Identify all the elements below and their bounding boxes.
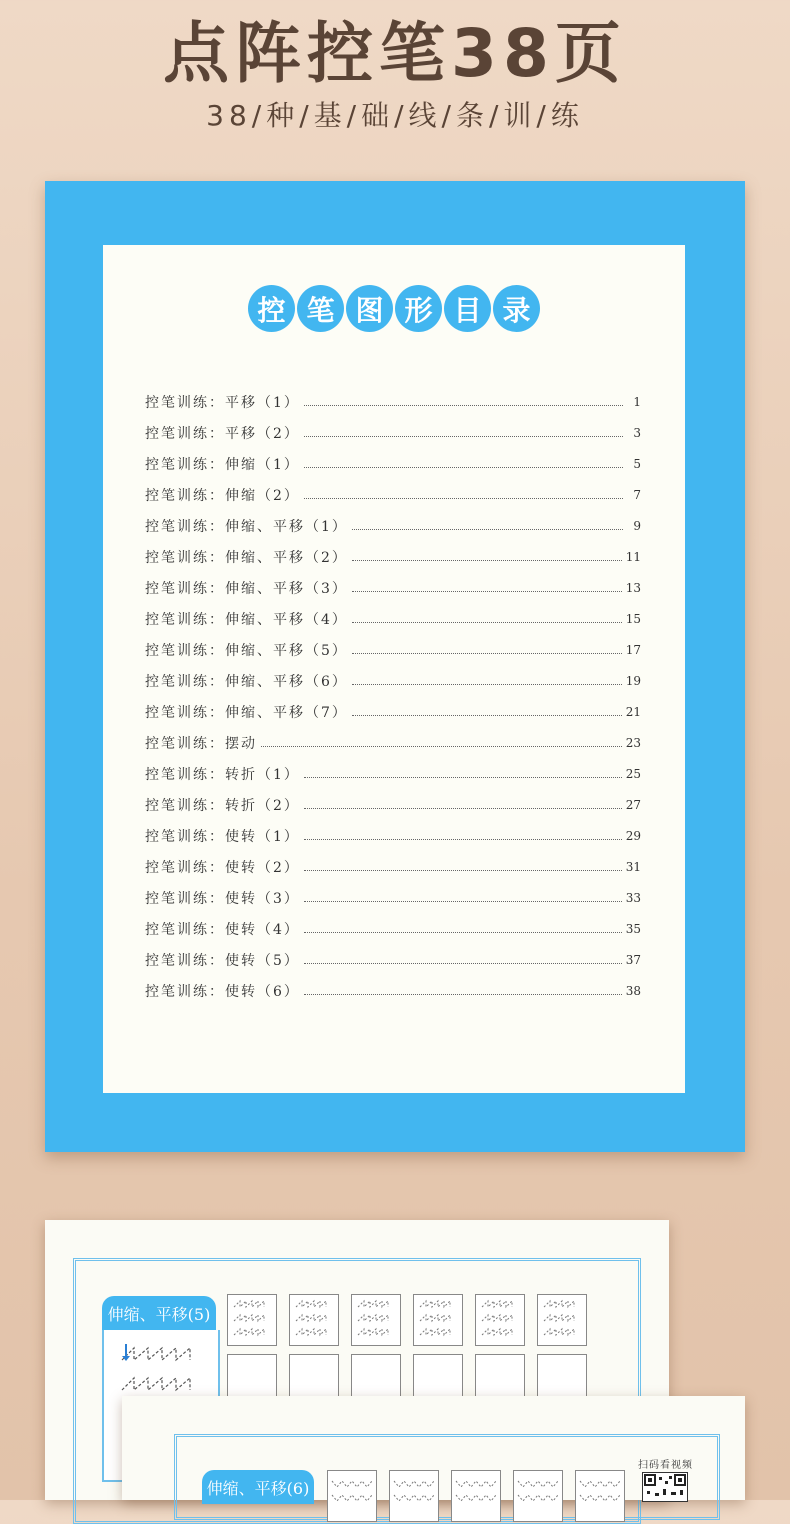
toc-leader <box>304 931 622 933</box>
toc-row <box>145 696 641 727</box>
toc-page-number: 35 <box>625 921 641 936</box>
toc-label: 控笔训练：使转（5） <box>145 952 300 969</box>
toc-leader <box>304 497 623 499</box>
toc-page-number: 23 <box>625 735 641 750</box>
toc-page-number: 3 <box>633 425 641 440</box>
toc-page-number: 21 <box>625 704 641 719</box>
toc-page-number: 25 <box>625 766 641 781</box>
toc-page-number: 29 <box>625 828 641 843</box>
catalog-book <box>45 181 745 1152</box>
toc-page-number: 17 <box>625 642 641 657</box>
practice-box <box>451 1470 501 1522</box>
toc-row <box>145 510 641 541</box>
toc-page-number: 15 <box>625 611 641 626</box>
toc-label: 控笔训练：使转（6） <box>145 983 300 1000</box>
toc-label: 控笔训练：伸缩、平移（7） <box>145 704 348 721</box>
toc-leader <box>304 900 622 902</box>
toc-row <box>145 572 641 603</box>
toc-label: 控笔训练：伸缩（2） <box>145 487 300 504</box>
toc-row <box>145 727 641 758</box>
qr-caption: 扫码看视频 <box>638 1460 693 1471</box>
toc-label: 控笔训练：使转（3） <box>145 890 300 907</box>
toc-page-number: 9 <box>633 518 641 533</box>
toc-page-number: 31 <box>625 859 641 874</box>
toc-leader <box>352 559 622 561</box>
toc-row <box>145 541 641 572</box>
title-char: 控 <box>248 285 295 332</box>
toc-row <box>145 789 641 820</box>
practice-box <box>537 1294 587 1346</box>
toc-page-number: 38 <box>625 983 641 998</box>
toc-leader <box>352 652 622 654</box>
toc-label: 控笔训练：使转（2） <box>145 859 300 876</box>
toc-row <box>145 665 641 696</box>
toc-leader <box>352 528 623 530</box>
practice-box <box>227 1294 277 1346</box>
practice-box <box>575 1470 625 1522</box>
toc-row <box>145 448 641 479</box>
title-char: 图 <box>346 285 393 332</box>
toc-label: 控笔训练：平移（1） <box>145 394 300 411</box>
title-char: 录 <box>493 285 540 332</box>
toc-row <box>145 603 641 634</box>
toc-row <box>145 386 641 417</box>
toc-row <box>145 851 641 882</box>
catalog-title <box>103 285 685 332</box>
toc-label: 控笔训练：伸缩、平移（4） <box>145 611 348 628</box>
toc-leader <box>304 993 622 995</box>
toc-leader <box>352 714 622 716</box>
toc-label: 控笔训练：转折（2） <box>145 797 300 814</box>
toc-leader <box>304 807 622 809</box>
toc-page-number: 1 <box>633 394 641 409</box>
toc-label: 控笔训练：转折（1） <box>145 766 300 783</box>
catalog-page <box>103 245 685 1093</box>
toc-row <box>145 417 641 448</box>
toc-leader <box>304 435 623 437</box>
toc-label: 控笔训练：摆动 <box>145 735 257 752</box>
toc-leader <box>304 466 623 468</box>
toc-row <box>145 975 641 1006</box>
toc-leader <box>352 621 622 623</box>
toc-row <box>145 882 641 913</box>
toc-leader <box>304 776 622 778</box>
toc-row <box>145 758 641 789</box>
toc-leader <box>352 590 622 592</box>
toc-page-number: 27 <box>625 797 641 812</box>
toc-page-number: 7 <box>633 487 641 502</box>
practice-box <box>513 1470 563 1522</box>
title-char: 目 <box>444 285 491 332</box>
toc-row <box>145 820 641 851</box>
toc-row <box>145 634 641 665</box>
toc-page-number: 19 <box>625 673 641 688</box>
toc-leader <box>304 869 622 871</box>
toc-leader <box>304 838 622 840</box>
toc-page-number: 13 <box>625 580 641 595</box>
practice-box <box>289 1294 339 1346</box>
exercise-tag: 伸缩、平移(6) <box>202 1470 314 1504</box>
toc-leader <box>261 745 622 747</box>
toc-row <box>145 913 641 944</box>
toc-label: 控笔训练：伸缩、平移（2） <box>145 549 348 566</box>
table-of-contents <box>145 386 641 1006</box>
practice-box <box>389 1470 439 1522</box>
toc-page-number: 11 <box>625 549 641 564</box>
toc-leader <box>304 962 622 964</box>
toc-page-number: 33 <box>625 890 641 905</box>
practice-box <box>475 1294 525 1346</box>
toc-label: 控笔训练：使转（4） <box>145 921 300 938</box>
practice-box <box>327 1470 377 1522</box>
exercise-tag: 伸缩、平移(5) <box>102 1296 216 1330</box>
toc-page-number: 37 <box>625 952 641 967</box>
sample-sheet-front <box>122 1396 745 1500</box>
practice-box <box>413 1294 463 1346</box>
qr-code-icon[interactable] <box>642 1472 688 1502</box>
toc-label: 控笔训练：伸缩、平移（5） <box>145 642 348 659</box>
toc-row <box>145 479 641 510</box>
toc-label: 控笔训练：伸缩、平移（6） <box>145 673 348 690</box>
toc-label: 控笔训练：平移（2） <box>145 425 300 442</box>
title-char: 笔 <box>297 285 344 332</box>
toc-label: 控笔训练：伸缩（1） <box>145 456 300 473</box>
toc-label: 控笔训练：伸缩、平移（3） <box>145 580 348 597</box>
toc-label: 控笔训练：使转（1） <box>145 828 300 845</box>
toc-label: 控笔训练：伸缩、平移（1） <box>145 518 348 535</box>
headline-subtitle: 38/种/基/础/线/条/训/练 <box>206 99 584 132</box>
headline-title: 点阵控笔38页 <box>163 15 627 92</box>
practice-box <box>351 1294 401 1346</box>
title-char: 形 <box>395 285 442 332</box>
toc-leader <box>352 683 622 685</box>
toc-leader <box>304 404 623 406</box>
toc-row <box>145 944 641 975</box>
toc-page-number: 5 <box>633 456 641 471</box>
